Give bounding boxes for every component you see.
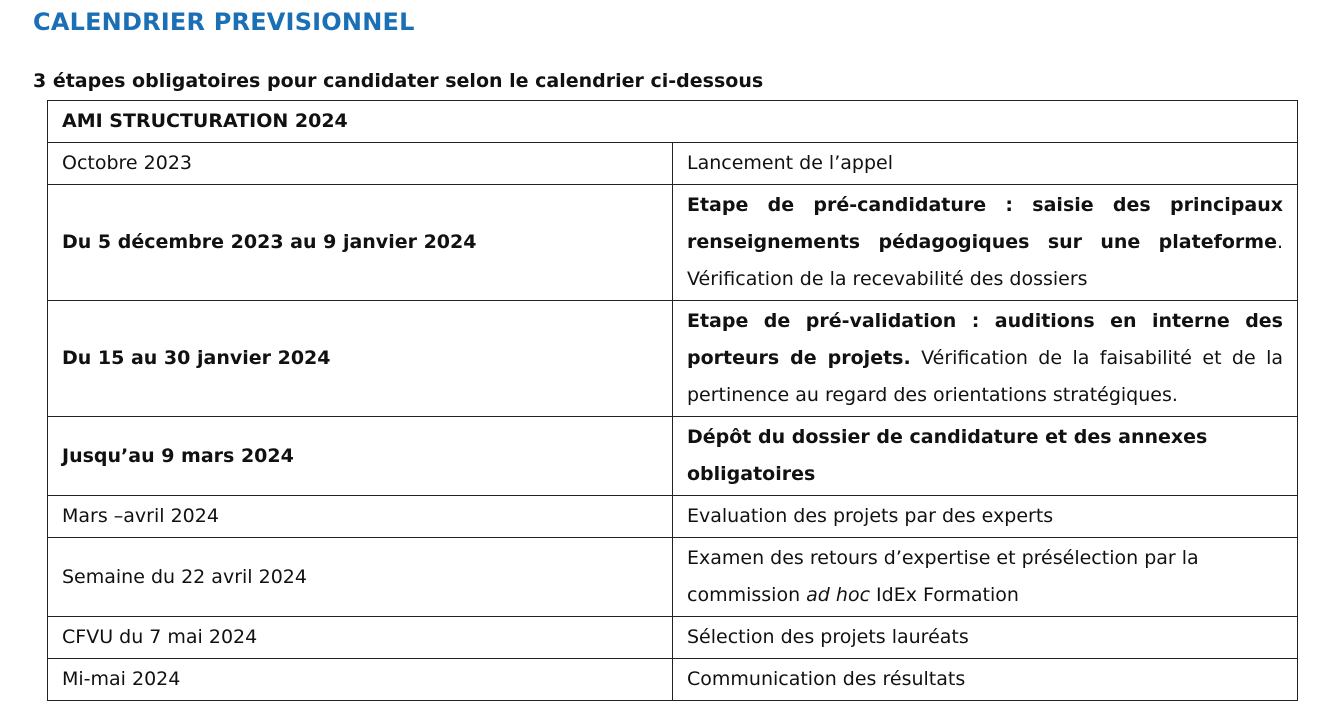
- date-cell: Du 5 décembre 2023 au 9 janvier 2024: [48, 185, 673, 301]
- date-cell: Du 15 au 30 janvier 2024: [48, 301, 673, 417]
- date-cell: Mars –avril 2024: [48, 496, 673, 538]
- description-text: Vérification de la faisabilité et de la pertinence au regard des orientations stratégiques.: [687, 347, 1284, 406]
- date-cell: Mi-mai 2024: [48, 659, 673, 701]
- calendar-table: [47, 100, 1298, 701]
- description-bold: Etape de pré-validation : auditions en interne des porteurs de projets.: [687, 310, 1283, 369]
- description-cell: Sélection des projets lauréats: [673, 617, 1298, 659]
- description-cell: [673, 417, 1298, 496]
- table-header: AMI STRUCTURATION 2024: [48, 101, 1298, 143]
- table-row: [48, 301, 1298, 417]
- subtitle: 3 étapes obligatoires pour candidater selon le calendrier ci-dessous: [33, 70, 764, 92]
- date-cell: Octobre 2023: [48, 143, 673, 185]
- description-cell: Evaluation des projets par des experts: [673, 496, 1298, 538]
- description-italic: ad hoc: [806, 584, 871, 606]
- table-row: [48, 659, 1298, 701]
- description-cell: [673, 185, 1298, 301]
- date-cell: Semaine du 22 avril 2024: [48, 538, 673, 617]
- description-text: . Vérification de la recevabilité des dossiers: [687, 231, 1283, 290]
- description-cell: Communication des résultats: [673, 659, 1298, 701]
- description-cell: [673, 301, 1298, 417]
- description-text: IdEx Formation: [870, 584, 1019, 606]
- description-cell: [673, 538, 1298, 617]
- date-cell: Jusqu’au 9 mars 2024: [48, 417, 673, 496]
- table-row: [48, 538, 1298, 617]
- table-row: [48, 143, 1298, 185]
- description-cell: Lancement de l’appel: [673, 143, 1298, 185]
- table-header-row: [48, 101, 1298, 143]
- date-cell: CFVU du 7 mai 2024: [48, 617, 673, 659]
- description-text: Examen des retours d’expertise et présélection par la commission: [687, 547, 1199, 606]
- table-row: [48, 417, 1298, 496]
- description-bold: Etape de pré-candidature : saisie des principaux renseignements pédagogiques sur une plateforme: [687, 194, 1283, 253]
- page-title: CALENDRIER PREVISIONNEL: [33, 8, 415, 36]
- table-row: [48, 617, 1298, 659]
- description-bold: Dépôt du dossier de candidature et des annexes obligatoires: [687, 426, 1208, 485]
- table-row: [48, 185, 1298, 301]
- table-row: [48, 496, 1298, 538]
